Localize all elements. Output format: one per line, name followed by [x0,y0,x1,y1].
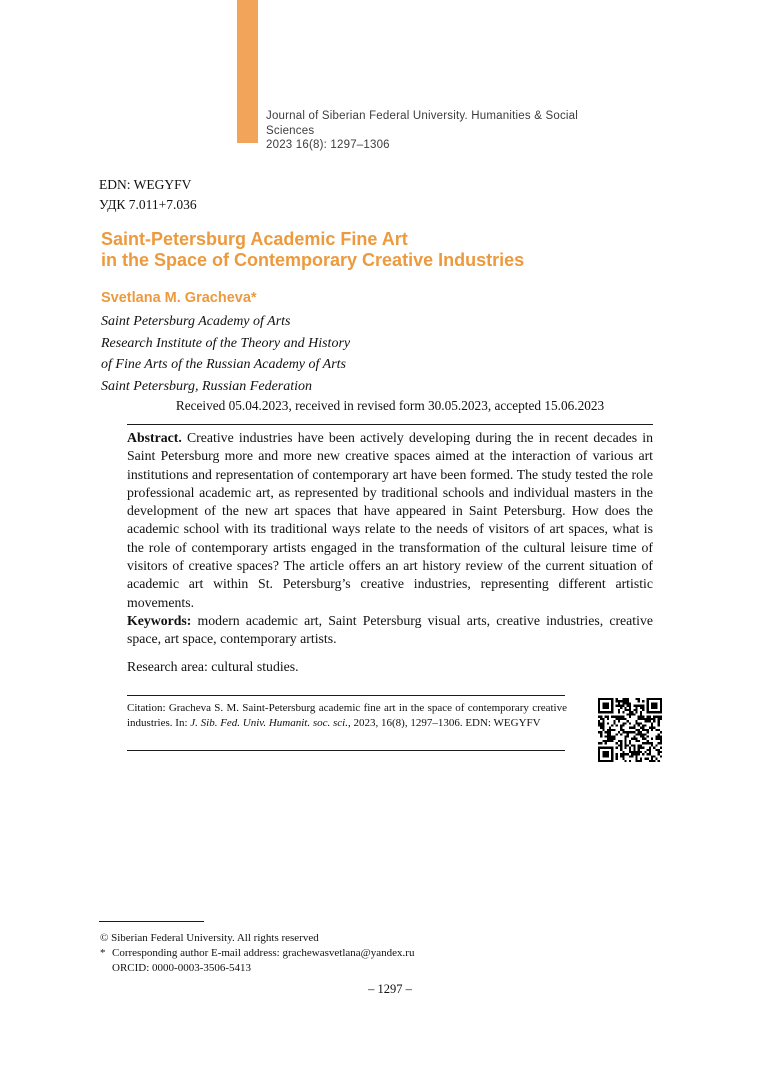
orcid-line: ORCID: 0000-0003-3506-5413 [112,962,252,974]
citation-bottom-rule [127,750,565,751]
page-number: – 1297 – [368,982,412,996]
article-title [101,229,661,270]
copyright-line: © Siberian Federal University. All rights reserved [100,932,319,944]
keywords-text: modern academic art, Saint Petersburg visual arts, creative industries, creative space, art space, contemporary artists. [127,613,653,647]
keywords-paragraph [127,612,653,649]
citation-suffix: , 2023, 16(8), 1297–1306. EDN: WEGYFV [348,716,541,729]
footnote-asterisk: * [100,947,106,959]
affiliation-line: Research Institute of the Theory and History [101,335,351,351]
corresponding-author-line [100,946,414,961]
article-title-line1: Saint-Petersburg Academic Fine Art [101,229,408,249]
citation-prefix: Citation: Gracheva S. M. Saint-Petersburg academic fine art in the space of contemporary creative industries. In: [127,702,567,729]
received-dates: Received 05.04.2023, received in revised form 30.05.2023, accepted 15.06.2023 [175,398,605,413]
footnote-separator-rule [99,921,204,922]
affiliation-line: Saint Petersburg Academy of Arts [101,314,291,329]
journal-header [266,109,626,153]
accent-orange-bar [237,0,258,143]
article-title-line2: in the Space of Contemporary Creative Industries [101,249,525,270]
abstract-paragraph [127,429,653,612]
affiliation-line: Saint Petersburg, Russian Federation [101,379,313,395]
citation-paragraph [127,701,567,730]
author-name: Svetlana M. Gracheva* [101,290,257,306]
abstract-text: Creative industries have been actively developing during the in recent decades in Saint Petersburg more and more new creative spaces aimed at the interaction of various art institutions and representation of contemporary art have been formed. The study tested the role professional academic art, as represented by traditional schools and individual masters in the development of the new art spaces that have appeared in Saint Petersburg. How does the academic school with its traditional ways relate to the needs of visitors of art spaces, what is the role of contemporary artists engaged in the transformation of the cultural leisure time of visitors of creative spaces? The article offers an art history review of the current situation of academic art within St. Petersburg’s creative industries, representing different artistic movements. [127,430,653,610]
journal-issue-line: 2023 16(8): 1297–1306 [266,139,390,151]
qr-code-icon [598,698,662,762]
affiliation-line: of Fine Arts of the Russian Academy of Arts [101,357,346,373]
research-area: Research area: cultural studies. [127,659,299,674]
citation-journal-abbrev: J. Sib. Fed. Univ. Humanit. soc. sci. [190,716,348,729]
keywords-label: Keywords: [127,613,192,628]
abstract-label: Abstract. [127,430,182,445]
corresponding-author-text: Corresponding author E-mail address: grachewasvetlana@yandex.ru [112,947,415,959]
journal-title-line: Journal of Siberian Federal University. Humanities & Social Sciences [266,110,578,137]
citation-top-rule [127,695,565,696]
udk-code: УДК 7.011+7.036 [99,197,197,212]
article-identifiers [99,175,197,215]
author-affiliation [101,311,521,398]
edn-code: EDN: WEGYFV [99,177,192,192]
abstract-top-rule [127,424,653,425]
